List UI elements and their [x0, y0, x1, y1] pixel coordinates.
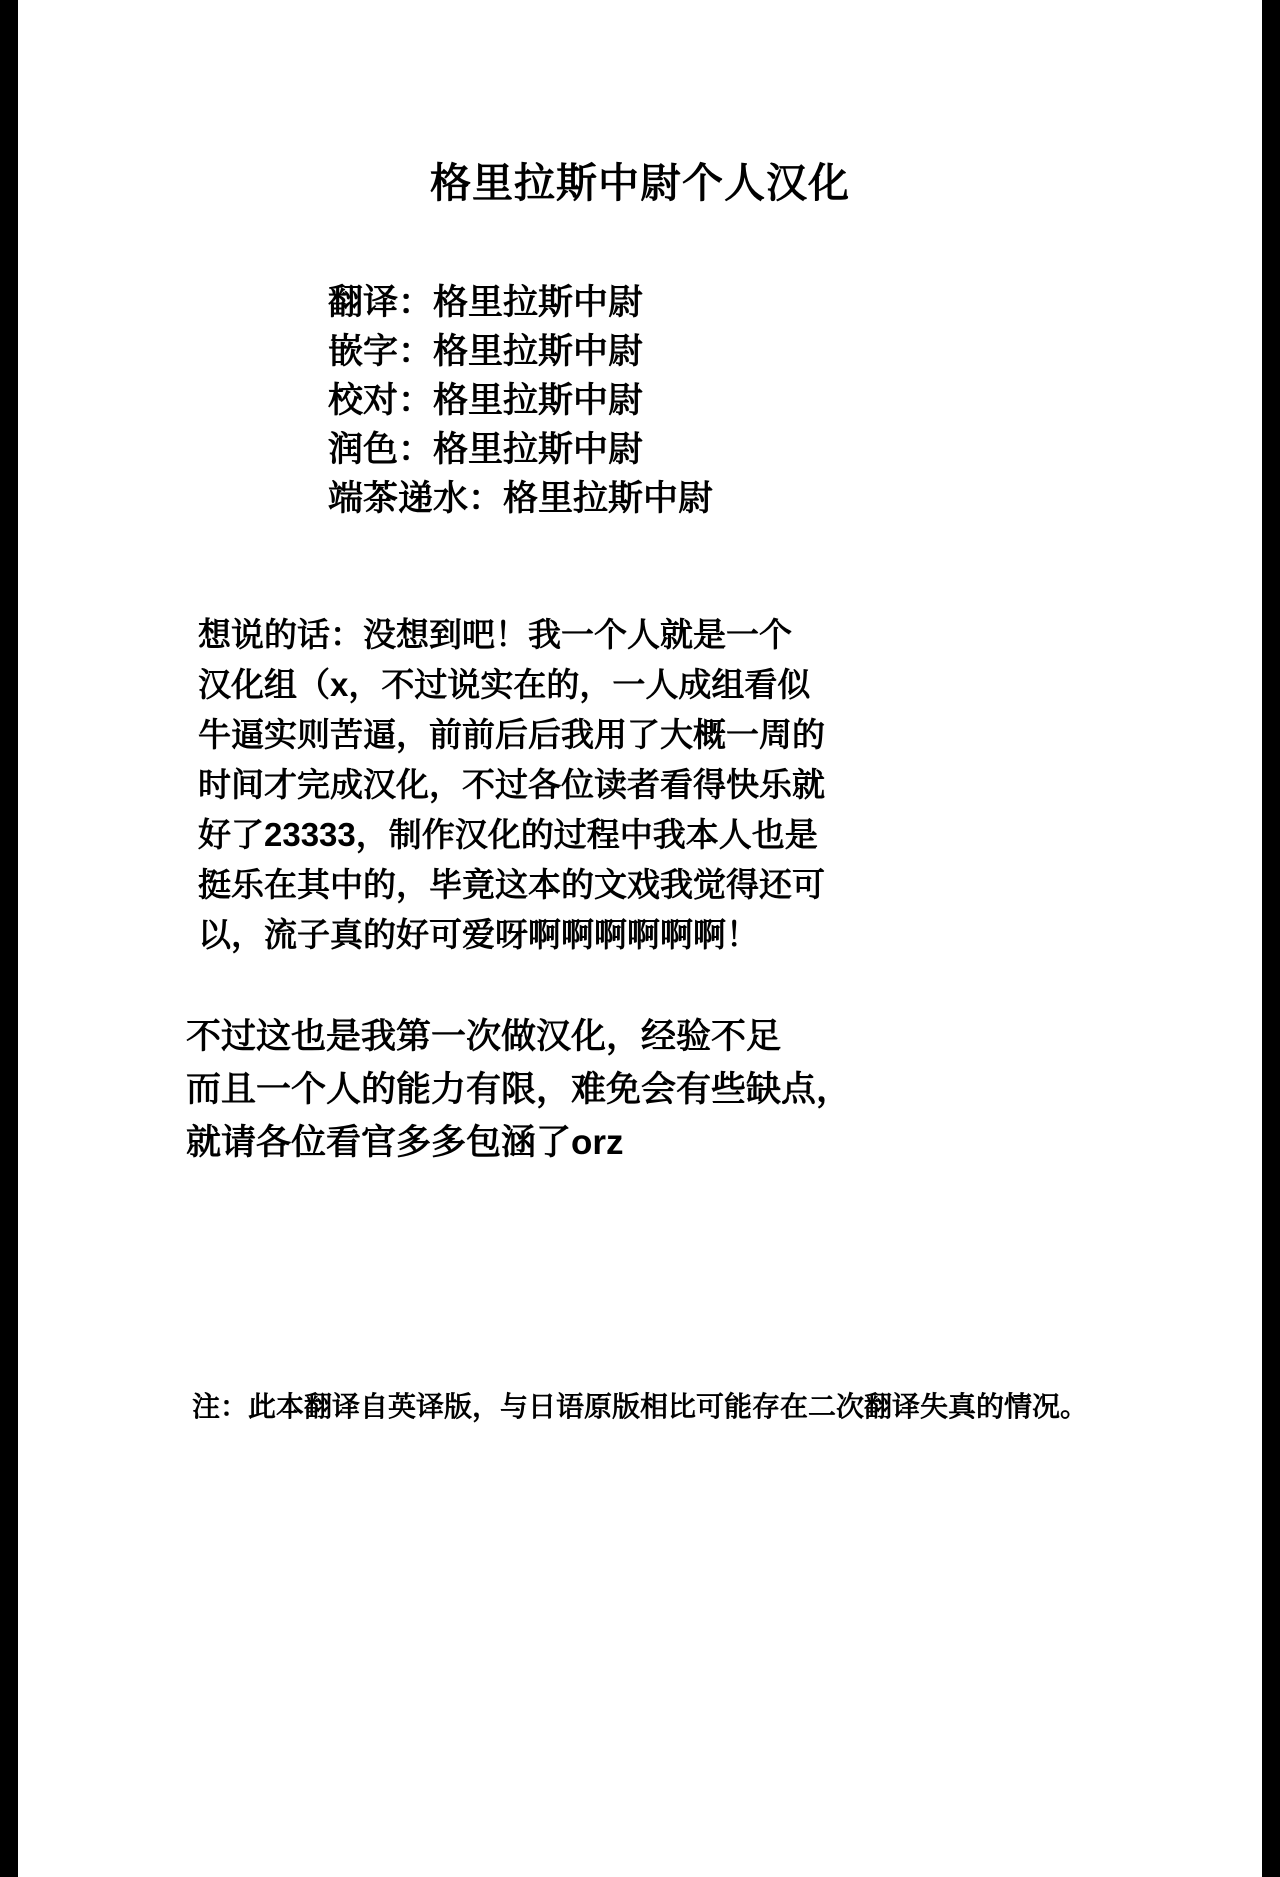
credit-line-typesetting: 嵌字：格里拉斯中尉: [328, 332, 644, 371]
credit-line-translation: 翻译：格里拉斯中尉: [328, 283, 644, 322]
note-line: 好了23333，制作汉化的过程中我本人也是: [198, 816, 818, 853]
page-title: 格里拉斯中尉个人汉化: [430, 160, 850, 206]
translator-note-secondary: [186, 1010, 1086, 1169]
note-line: 以，流子真的好可爱呀啊啊啊啊啊啊！: [198, 916, 759, 953]
translator-note: [198, 610, 1058, 960]
note2-line: 而且一个人的能力有限，难免会有些缺点，: [186, 1070, 852, 1109]
credit-line-proofreading: 校对：格里拉斯中尉: [328, 381, 644, 420]
credits-list: [328, 278, 1028, 523]
note2-line: 不过这也是我第一次做汉化，经验不足: [186, 1017, 782, 1056]
left-black-margin: [0, 0, 18, 1877]
footnote: 注：此本翻译自英译版，与日语原版相比可能存在二次翻译失真的情况。: [191, 1391, 1088, 1422]
right-black-margin: [1262, 0, 1280, 1877]
note-line: 牛逼实则苦逼，前前后后我用了大概一周的: [198, 716, 825, 753]
note-line: 想说的话：没想到吧！我一个人就是一个: [198, 616, 792, 653]
note2-line: 就请各位看官多多包涵了orz: [186, 1123, 624, 1162]
credit-line-tea-service: 端茶递水：格里拉斯中尉: [328, 479, 714, 518]
note-line: 时间才完成汉化，不过各位读者看得快乐就: [198, 766, 825, 803]
note-line: 汉化组（x，不过说实在的，一人成组看似: [198, 666, 811, 703]
credit-line-polishing: 润色：格里拉斯中尉: [328, 430, 644, 469]
note-line: 挺乐在其中的，毕竟这本的文戏我觉得还可: [198, 866, 825, 903]
page-content: [18, 0, 1262, 1877]
